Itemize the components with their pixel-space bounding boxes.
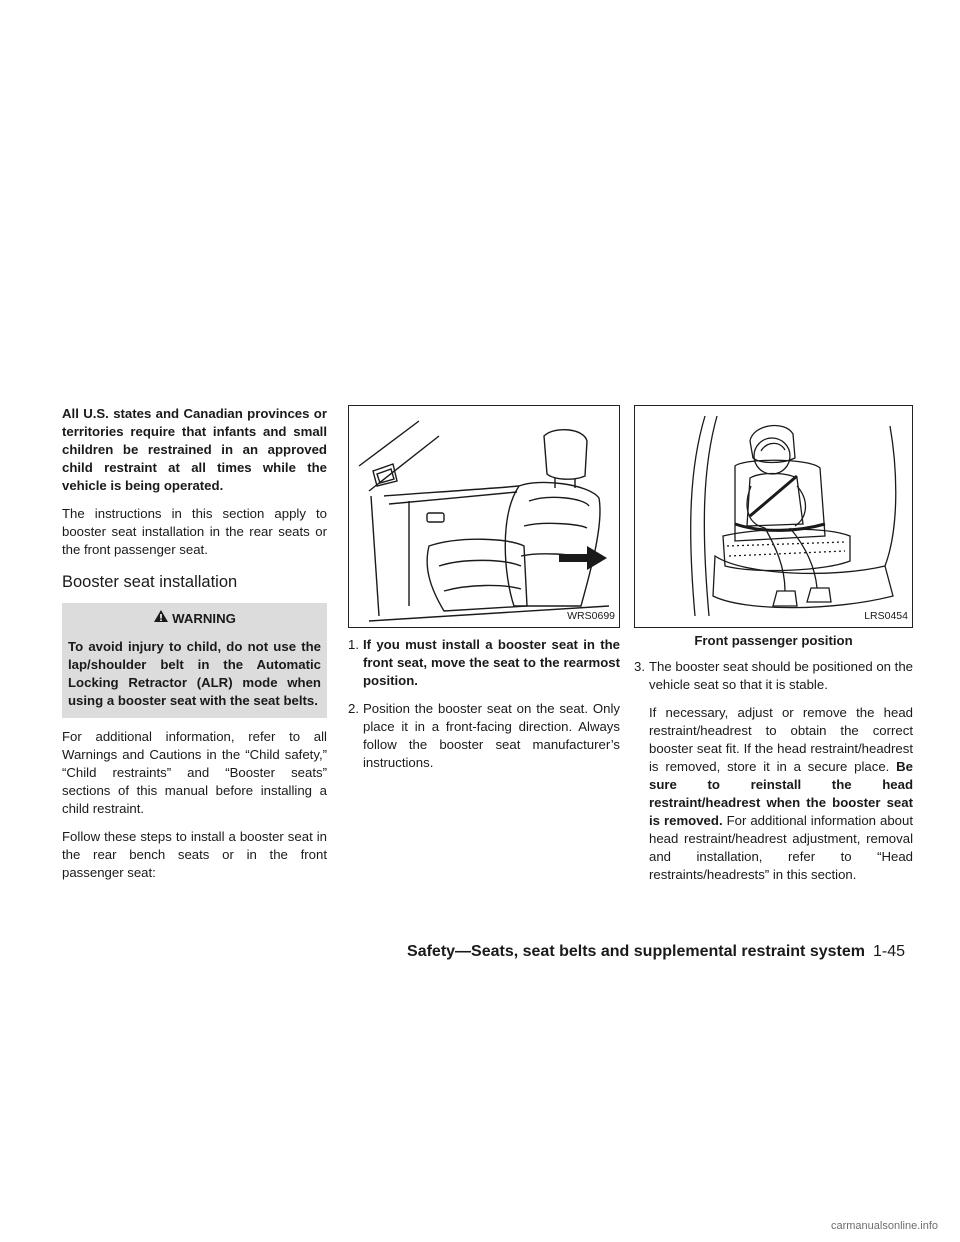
seat-arrow-illustration-icon: [349, 406, 619, 627]
step-3-detail-bold: Be sure to reinstall the head restraint/headrest when the booster seat is removed.: [649, 759, 913, 828]
page-number: 1-45: [872, 943, 905, 960]
figure-child-booster: [634, 405, 913, 628]
figure-caption: Front passenger position: [694, 633, 853, 648]
step-3-detail: [634, 704, 913, 884]
additional-info-paragraph: For additional information, refer to all Warnings and Cautions in the “Child safety,” “Child restraints” and “Booster seats” sections of this manual before installing a child restraint.: [62, 729, 327, 816]
warning-label: WARNING: [172, 610, 236, 626]
column-middle: [348, 405, 620, 782]
footer-title: Safety—Seats, seat belts and supplemental restraint system: [407, 943, 865, 960]
step-3-detail-b: For additional information about head restraint/headrest adjustment, removal and installation, refer to “Head restraints/headrests” in this section.: [649, 813, 913, 882]
step-3: [634, 658, 913, 694]
intro-statement: All U.S. states and Canadian provinces or territories require that infants and small children be restrained in an approved child restraint at all times while the vehicle is being operated.: [62, 406, 327, 493]
section-title: Booster seat installation: [62, 573, 238, 591]
step-3-detail-a: If necessary, adjust or remove the head restraint/headrest to obtain the correct booster seat fit. If the head restraint/headrest is removed, store it in a secure place.: [649, 705, 913, 774]
step-2: [348, 700, 620, 772]
follow-steps-paragraph: Follow these steps to install a booster seat in the rear bench seats or in the front passenger seat:: [62, 829, 327, 880]
figure-code: WRS0699: [567, 610, 615, 622]
column-left: [62, 405, 327, 892]
step-text: The booster seat should be positioned on the vehicle seat so that it is stable.: [649, 659, 913, 692]
warning-box: [62, 603, 327, 718]
warning-icon: [153, 609, 169, 628]
step-number: 1.: [348, 637, 359, 652]
step-number: 2.: [348, 701, 359, 716]
intro-paragraph: The instructions in this section apply to booster seat installation in the rear seats or the front passenger seat.: [62, 506, 327, 557]
figure-seat-arrow: [348, 405, 620, 628]
child-booster-illustration-icon: [635, 406, 912, 627]
step-number: 3.: [634, 659, 645, 674]
step-text: If you must install a booster seat in the front seat, move the seat to the rearmost position.: [363, 637, 620, 688]
column-right: [634, 405, 913, 894]
steps-list-a: [348, 636, 620, 772]
warning-text: To avoid injury to child, do not use the lap/shoulder belt in the Automatic Locking Retractor (ALR) mode when using a booster seat with the seat belts.: [68, 639, 321, 708]
steps-list-b: [634, 658, 913, 694]
page-footer: [0, 943, 905, 961]
step-text: Position the booster seat on the seat. Only place it in a front-facing direction. Always follow the booster seat manufacturer’s instructions.: [363, 701, 620, 770]
warning-header: [68, 609, 321, 628]
step-1: [348, 636, 620, 690]
figure-code: LRS0454: [864, 610, 908, 622]
watermark: carmanualsonline.info: [830, 1220, 938, 1232]
